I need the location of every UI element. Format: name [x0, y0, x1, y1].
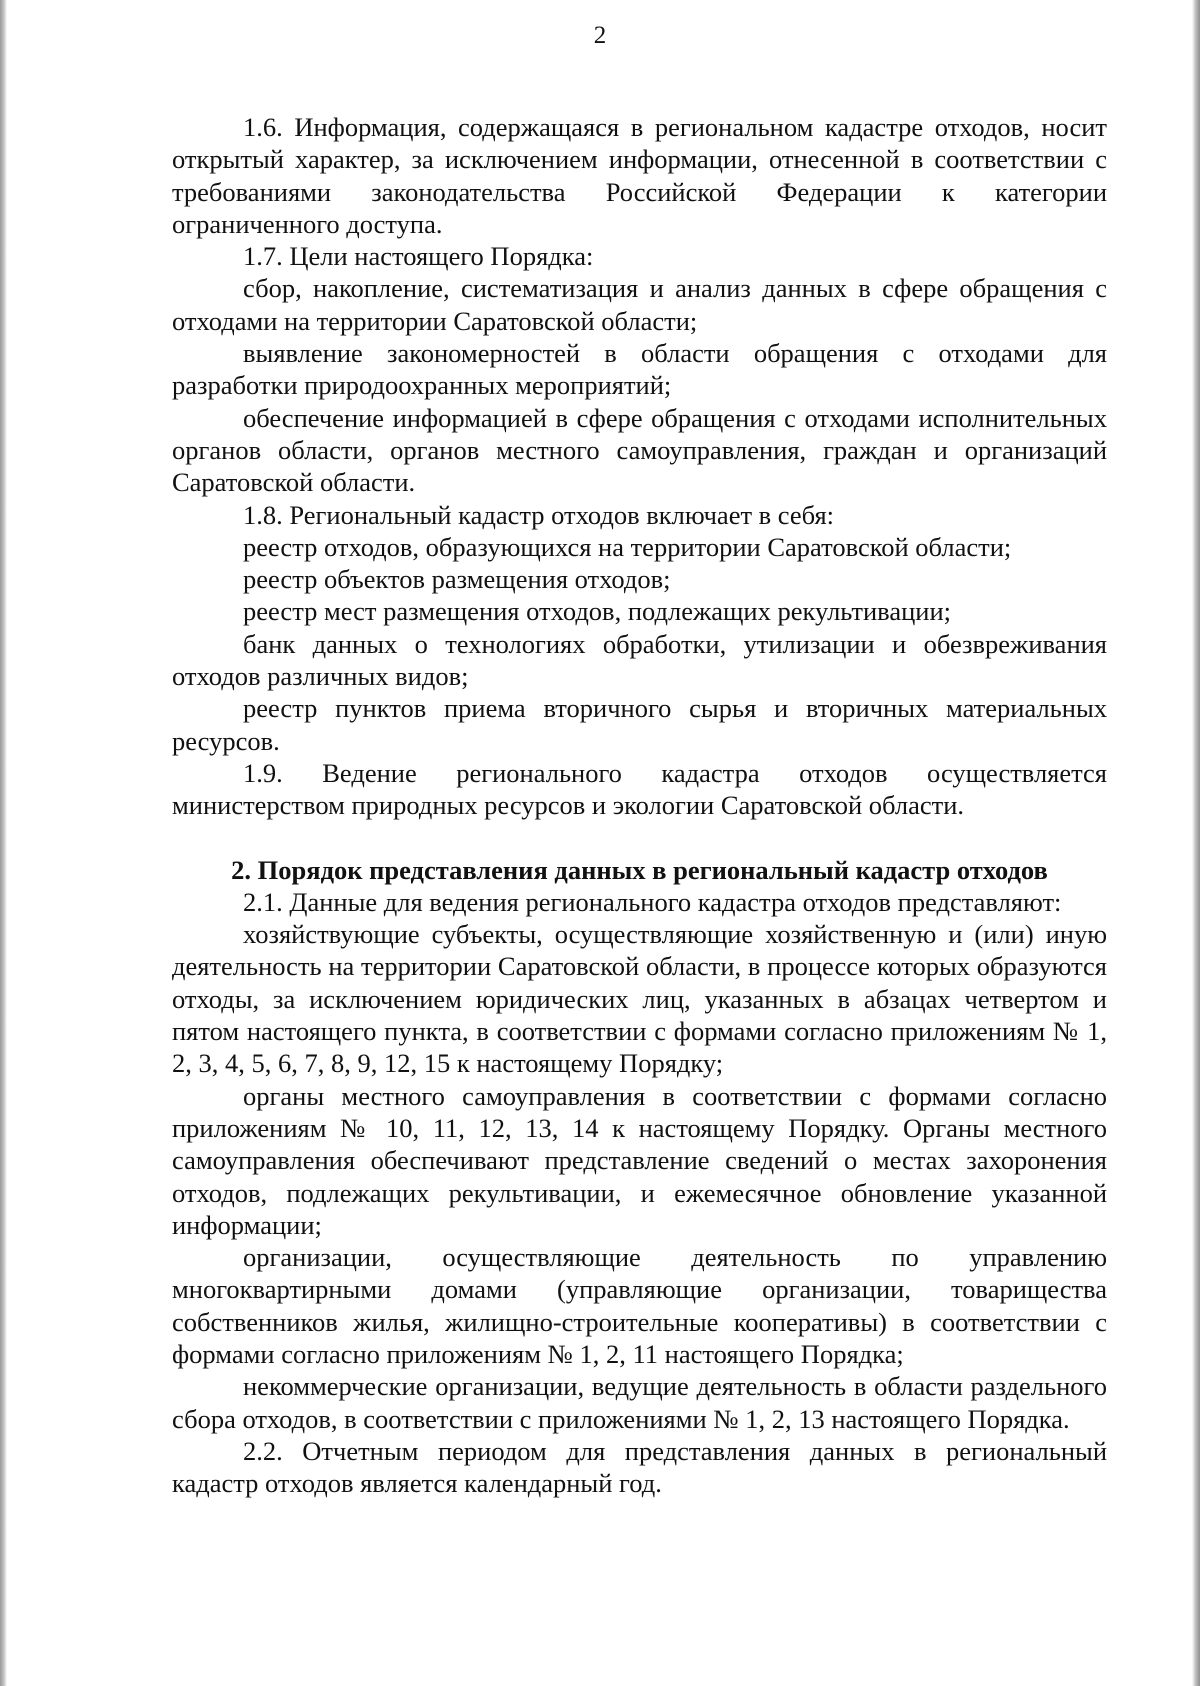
list-item-disposal-objects-registry: реестр объектов размещения отходов; [243, 564, 671, 595]
list-item-goal-patterns: выявление закономерностей в области обращения с отходами для разработки природоохранных мероприятий; [172, 338, 1107, 401]
list-item-nonprofit-organizations: некоммерческие организации, ведущие деятельность в области раздельного сбора отходов, в соответствии с приложениями № 1, 2, 13 настоящего Порядка. [172, 1371, 1107, 1434]
scan-edge-left [0, 0, 7, 1686]
list-item-waste-registry: реестр отходов, образующихся на территории Саратовской области; [243, 531, 1012, 562]
paragraph-2-2: 2.2. Отчетным периодом для представления данных в региональный кадастр отходов является календарный год. [172, 1435, 1107, 1499]
list-item-business-entities: хозяйствующие субъекты, осуществляющие хозяйственную и (или) иную деятельность на территории Саратовской области, в процессе которых образуются отходы, за исключением юридических лиц, указанных в абзацах четвертом и пятом настоящего пункта, в соответствии с формами согласно приложениям № 1, 2, 3, 4, 5, 6, 7, 8, 9, 12, 15 к настоящему Порядку; [172, 919, 1107, 1079]
list-item-local-governments: органы местного самоуправления в соответствии с формами согласно приложениям № 10, 11, 12, 13, 14 к настоящему Порядку. Органы местного самоуправления обеспечивают представление сведений о местах захоронения отходов, подлежащих рекультивации, и ежемесячное обновление указанной информации; [172, 1080, 1107, 1240]
paragraph-2-1: 2.1. Данные для ведения регионального кадастра отходов представляют: [243, 886, 1062, 917]
scan-edge-right [1192, 0, 1200, 1686]
list-item-recycling-points-registry: реестр пунктов приема вторичного сырья и вторичных материальных ресурсов. [172, 693, 1107, 756]
list-item-management-organizations: организации, осуществляющие деятельность по управлению многоквартирными домами (управляющие организации, товарищества собственников жилья, жилищно-строительные кооперативы) в соответствии с формами согласно приложениям № 1, 2, 11 настоящего Порядка; [172, 1242, 1107, 1369]
list-item-recultivation-registry: реестр мест размещения отходов, подлежащих рекультивации; [243, 596, 951, 627]
paragraph-1-9: 1.9. Ведение регионального кадастра отходов осуществляется министерством природных ресурсов и экологии Саратовской области. [172, 757, 1107, 821]
section-heading-2: 2. Порядок представления данных в региональный кадастр отходов [231, 854, 1048, 885]
page-number: 2 [593, 22, 607, 49]
paragraph-1-6: 1.6. Информация, содержащаяся в региональном кадастре отходов, носит открытый характер, за исключением информации, отнесенной в соответствии с требованиями законодательства Российской Федерации к категории ограниченного доступа. [172, 112, 1107, 239]
paragraph-1-8: 1.8. Региональный кадастр отходов включает в себя: [243, 499, 835, 530]
document-body [172, 111, 1107, 1499]
list-item-goal-collection: сбор, накопление, систематизация и анализ данных в сфере обращения с отходами на территории Саратовской области; [172, 273, 1107, 336]
list-item-goal-information: обеспечение информацией в сфере обращения с отходами исполнительных органов области, органов местного самоуправления, граждан и организаций Саратовской области. [172, 402, 1107, 498]
list-item-technology-databank: банк данных о технологиях обработки, утилизации и обезвреживания отходов различных видов; [172, 628, 1107, 692]
paragraph-1-7: 1.7. Цели настоящего Порядка: [243, 241, 594, 272]
